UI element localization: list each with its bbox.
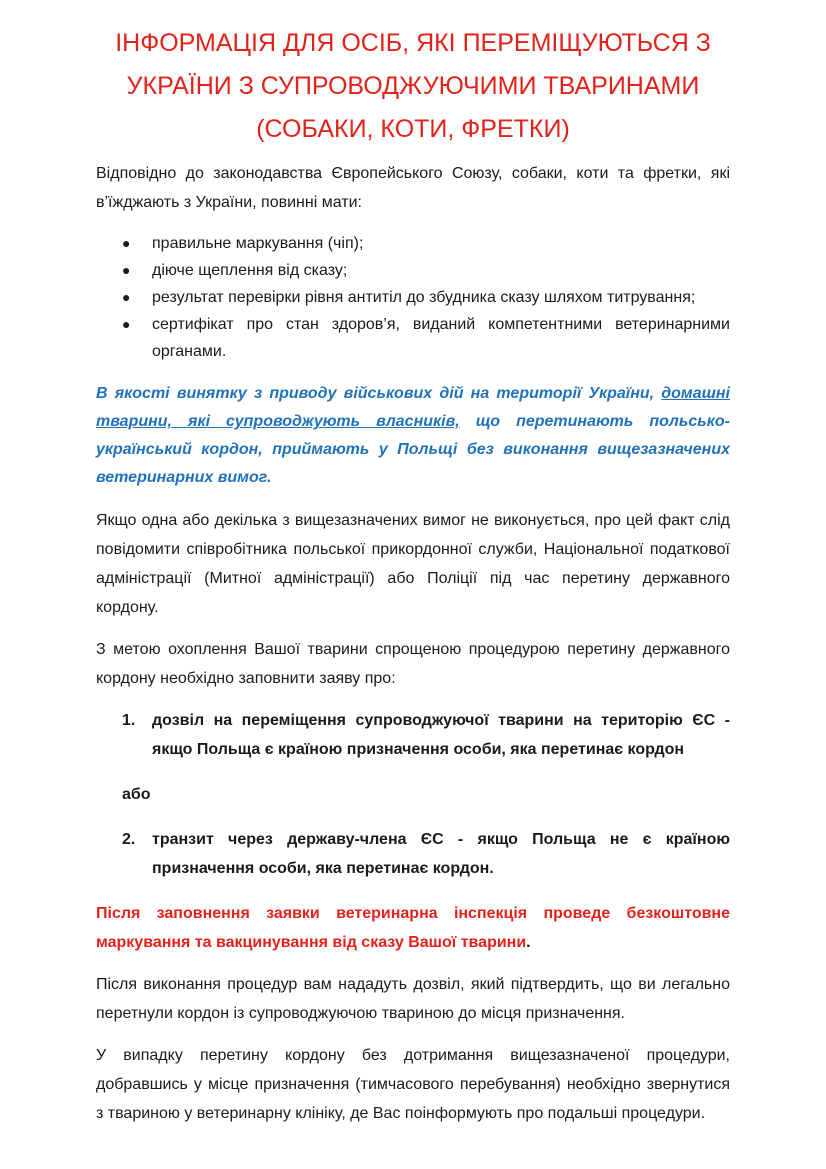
item-number: 1.: [122, 712, 136, 729]
page-title: [96, 22, 730, 151]
bullet-icon: ●: [122, 262, 131, 278]
free-service-text: Після заповнення заявки ветеринарна інспекція проведе безкоштовне маркування та вакцинування від сказу Вашої тварини: [96, 905, 730, 951]
intro-paragraph: Відповідно до законодавства Європейського Союзу, собаки, коти та фретки, які в’їжджають з України, повинні мати:: [96, 165, 730, 211]
noncompliance-paragraph: У випадку перетину кордону без дотримання вищезазначеної процедури, добравшись у місце призначення (тимчасового перебування) необхідно звернутися з твариною у ветеринарну клініку, де Вас поінформують про подальші процедури.: [96, 1047, 730, 1122]
exception-text-end: що перетинають польсько-український кордон, приймають у Польщі без виконання вищезазначених ветеринарних вимог.: [96, 413, 730, 486]
requirement-text: сертифікат про стан здоров’я, виданий компетентними ветеринарними органами.: [152, 316, 730, 360]
requirement-item: [96, 284, 730, 311]
requirement-text: діюче щеплення від сказу;: [152, 262, 348, 279]
requirement-text: результат перевірки рівня антитіл до збудника сказу шляхом титрування;: [152, 289, 696, 306]
exception-underlined-text: домашні тварини, які супроводжують власників,: [96, 385, 730, 430]
requirements-list: [96, 230, 730, 365]
title-line-1: ІНФОРМАЦІЯ ДЛЯ ОСІБ, ЯКІ ПЕРЕМІЩУЮТЬСЯ З: [115, 29, 711, 57]
application-item-1: [96, 706, 730, 764]
item-text: дозвіл на переміщення супроводжуючої тварини на територію ЄС - якщо Польща є країною призначення особи, яка перетинає кордон: [152, 712, 730, 758]
bullet-icon: ●: [122, 289, 131, 305]
purpose-paragraph: З метою охоплення Вашої тварини спрощеною процедурою перетину державного кордону необхідно заповнити заяву про:: [96, 641, 730, 687]
exception-note: [96, 380, 730, 492]
free-service-note: [96, 899, 730, 957]
requirement-item: [96, 257, 730, 284]
exception-text-start: В якості винятку з приводу військових дій на території України,: [96, 385, 662, 402]
violation-paragraph: Якщо одна або декілька з вищезазначених вимог не виконується, про цей факт слід повідомити співробітника польської прикордонної служби, Національної податкової адміністрації (Митної адміністрації) або Поліції під час перетину державного кордону.: [96, 512, 730, 616]
requirement-item: [96, 230, 730, 257]
item-text: транзит через державу-члена ЄС - якщо Польща не є країною призначення особи, яка перетинає кордон.: [152, 831, 730, 877]
item-number: 2.: [122, 831, 136, 848]
title-line-2: УКРАЇНИ З СУПРОВОДЖУЮЧИМИ ТВАРИНАМИ: [126, 72, 700, 100]
or-separator: або: [122, 786, 151, 803]
sentence-period: .: [526, 934, 531, 951]
application-item-2: [96, 825, 730, 883]
permit-paragraph: Після виконання процедур вам нададуть дозвіл, який підтвердить, що ви легально перетнули кордон із супроводжуючою твариною до місця призначення.: [96, 976, 730, 1022]
bullet-icon: ●: [122, 235, 131, 251]
bullet-icon: ●: [122, 316, 131, 332]
requirement-item: [96, 311, 730, 365]
requirement-text: правильне маркування (чіп);: [152, 235, 364, 252]
title-line-3: (СОБАКИ, КОТИ, ФРЕТКИ): [256, 115, 570, 143]
